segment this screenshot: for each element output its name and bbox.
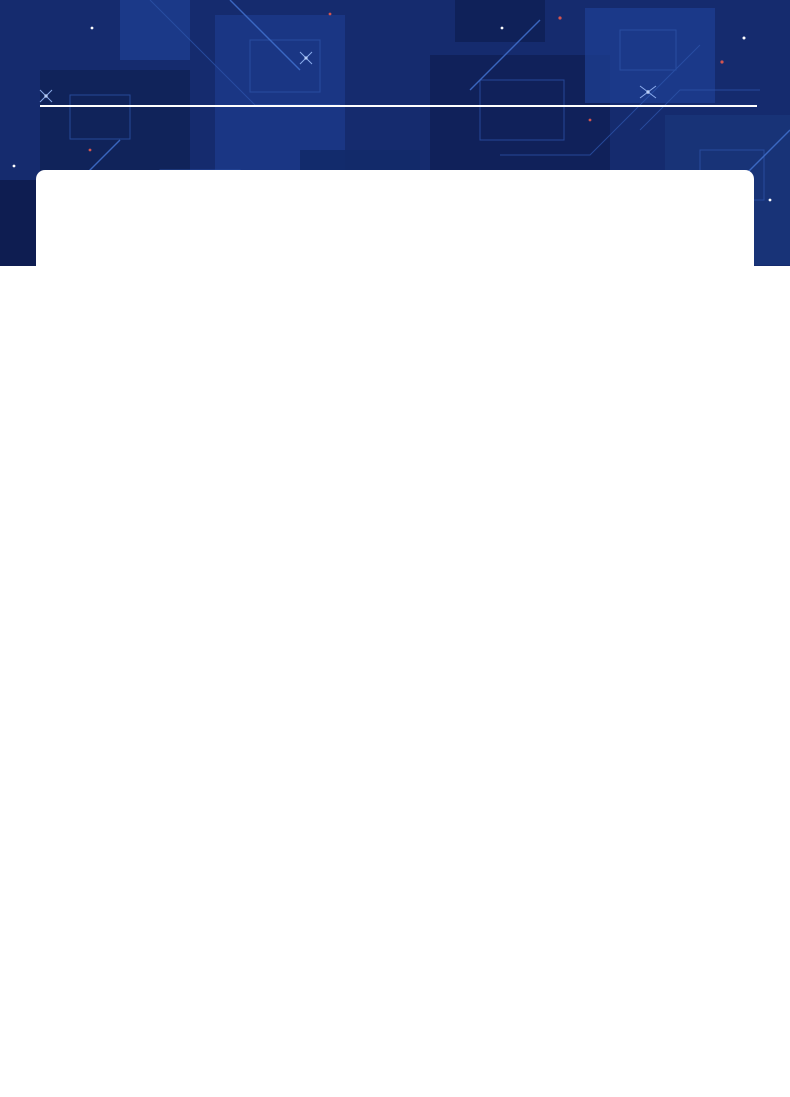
content-panel [36, 170, 754, 1097]
title-divider [40, 105, 757, 107]
